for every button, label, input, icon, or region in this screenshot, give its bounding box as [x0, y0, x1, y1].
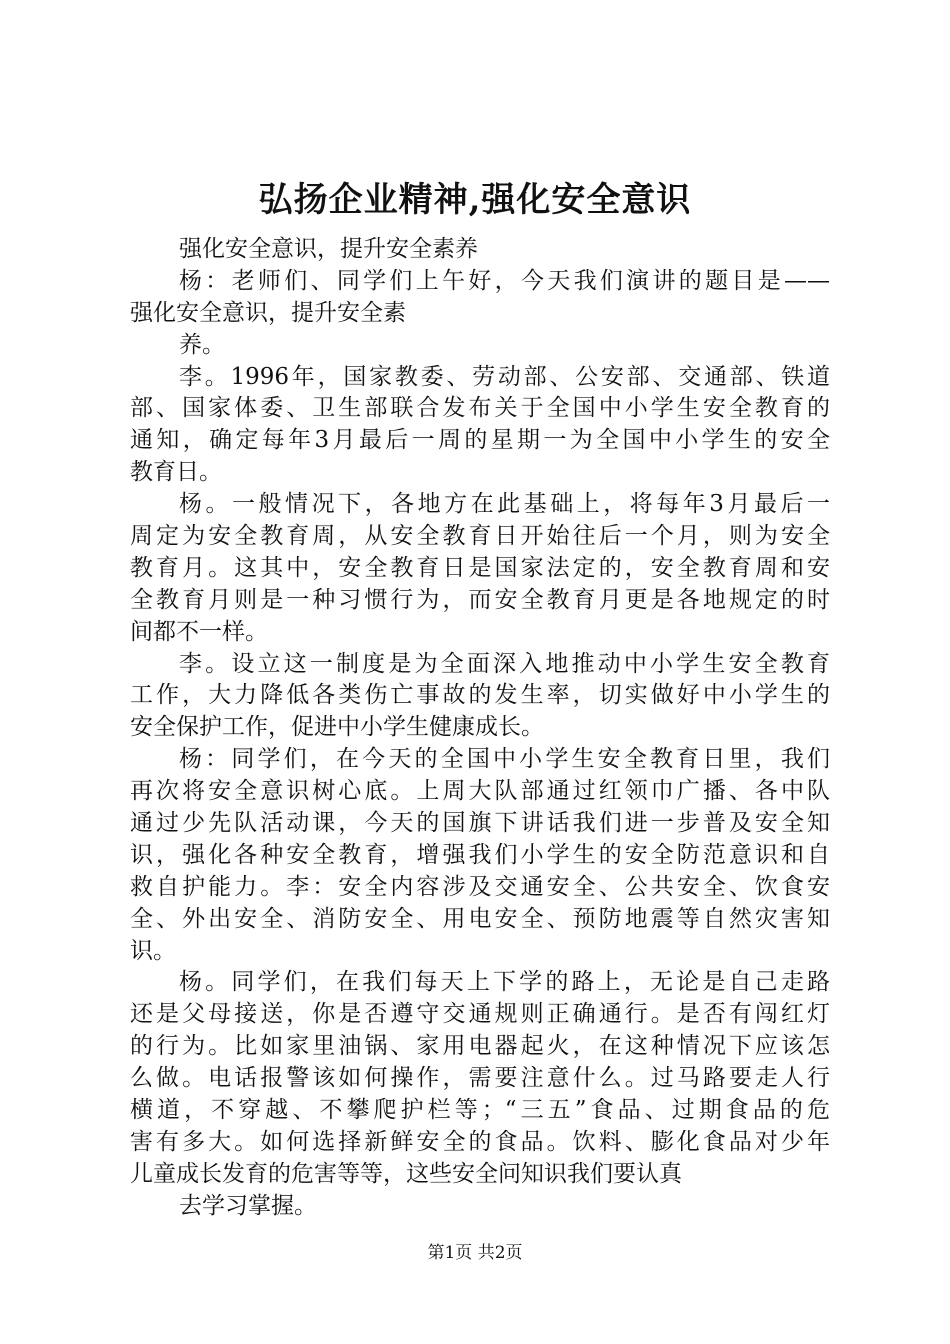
text-line: 强化安全意识，提升安全素养: [179, 236, 478, 262]
text-line: 害有多大。如何选择新鲜安全的食品。饮料、膨化食品对少年: [130, 1128, 830, 1155]
text-line: 横道，不穿越、不攀爬护栏等；“三五”食品、过期食品的危: [130, 1097, 830, 1124]
text-line: 全教育月则是一种习惯行为，而安全教育月更是各地规定的时: [130, 586, 830, 613]
document-body: [130, 234, 830, 1223]
text-line: 李。设立这一制度是为全面深入地推动中小学生安全教育: [179, 650, 830, 677]
text-line: 去学习掌握。: [179, 1192, 317, 1219]
text-line: 教育日。: [130, 459, 222, 486]
text-line: 工作，大力降低各类伤亡事故的发生率，切实做好中小学生的: [130, 682, 830, 709]
text-line: 杨。同学们，在我们每天上下学的路上，无论是自己走路: [179, 969, 830, 996]
page-footer: 第1页 共2页: [427, 1243, 523, 1263]
text-line: 教育月。这其中，安全教育日是国家法定的，安全教育周和安: [130, 554, 830, 581]
document-title: 弘扬企业精神,强化安全意识: [258, 180, 692, 220]
text-line: 儿童成长发育的危害等等，这些安全问知识我们要认真: [130, 1160, 682, 1187]
text-line: 全、外出安全、消防安全、用电安全、预防地震等自然灾害知: [130, 905, 830, 932]
text-line: 救自护能力。李：安全内容涉及交通安全、公共安全、饮食安: [130, 873, 830, 900]
text-line: 周定为安全教育周，从安全教育日开始往后一个月，则为安全: [130, 523, 830, 550]
text-line: 杨：老师们、同学们上午好，今天我们演讲的题目是——: [179, 267, 830, 294]
text-line: 李。1996年，国家教委、劳动部、公安部、交通部、铁道: [179, 363, 830, 390]
text-line: 安全保护工作，促进中小学生健康成长。: [130, 714, 544, 741]
text-line: 还是父母接送，你是否遵守交通规则正确通行。是否有闯红灯: [130, 1001, 830, 1028]
text-line: 的行为。比如家里油锅、家用电器起火，在这种情况下应该怎: [130, 1033, 830, 1060]
text-line: 通知，确定每年3月最后一周的星期一为全国中小学生的安全: [130, 427, 830, 454]
text-line: 么做。电话报警该如何操作，需要注意什么。过马路要走人行: [130, 1065, 830, 1092]
text-line: 通过少先队活动课，今天的国旗下讲话我们进一步普及安全知: [130, 810, 830, 837]
text-line: 间都不一样。: [130, 618, 268, 645]
text-line: 杨：同学们，在今天的全国中小学生安全教育日里，我们: [179, 746, 830, 773]
text-line: 识，强化各种安全教育，增强我们小学生的安全防范意识和自: [130, 841, 830, 868]
text-line: 再次将安全意识树心底。上周大队部通过红领巾广播、各中队: [130, 778, 830, 805]
text-line: 识。: [130, 937, 176, 964]
text-line: 养。: [179, 331, 225, 358]
text-line: 杨。一般情况下，各地方在此基础上，将每年3月最后一: [179, 491, 830, 518]
text-line: 强化安全意识，提升安全素: [130, 299, 406, 326]
text-line: 部、国家体委、卫生部联合发布关于全国中小学生安全教育的: [130, 395, 830, 422]
